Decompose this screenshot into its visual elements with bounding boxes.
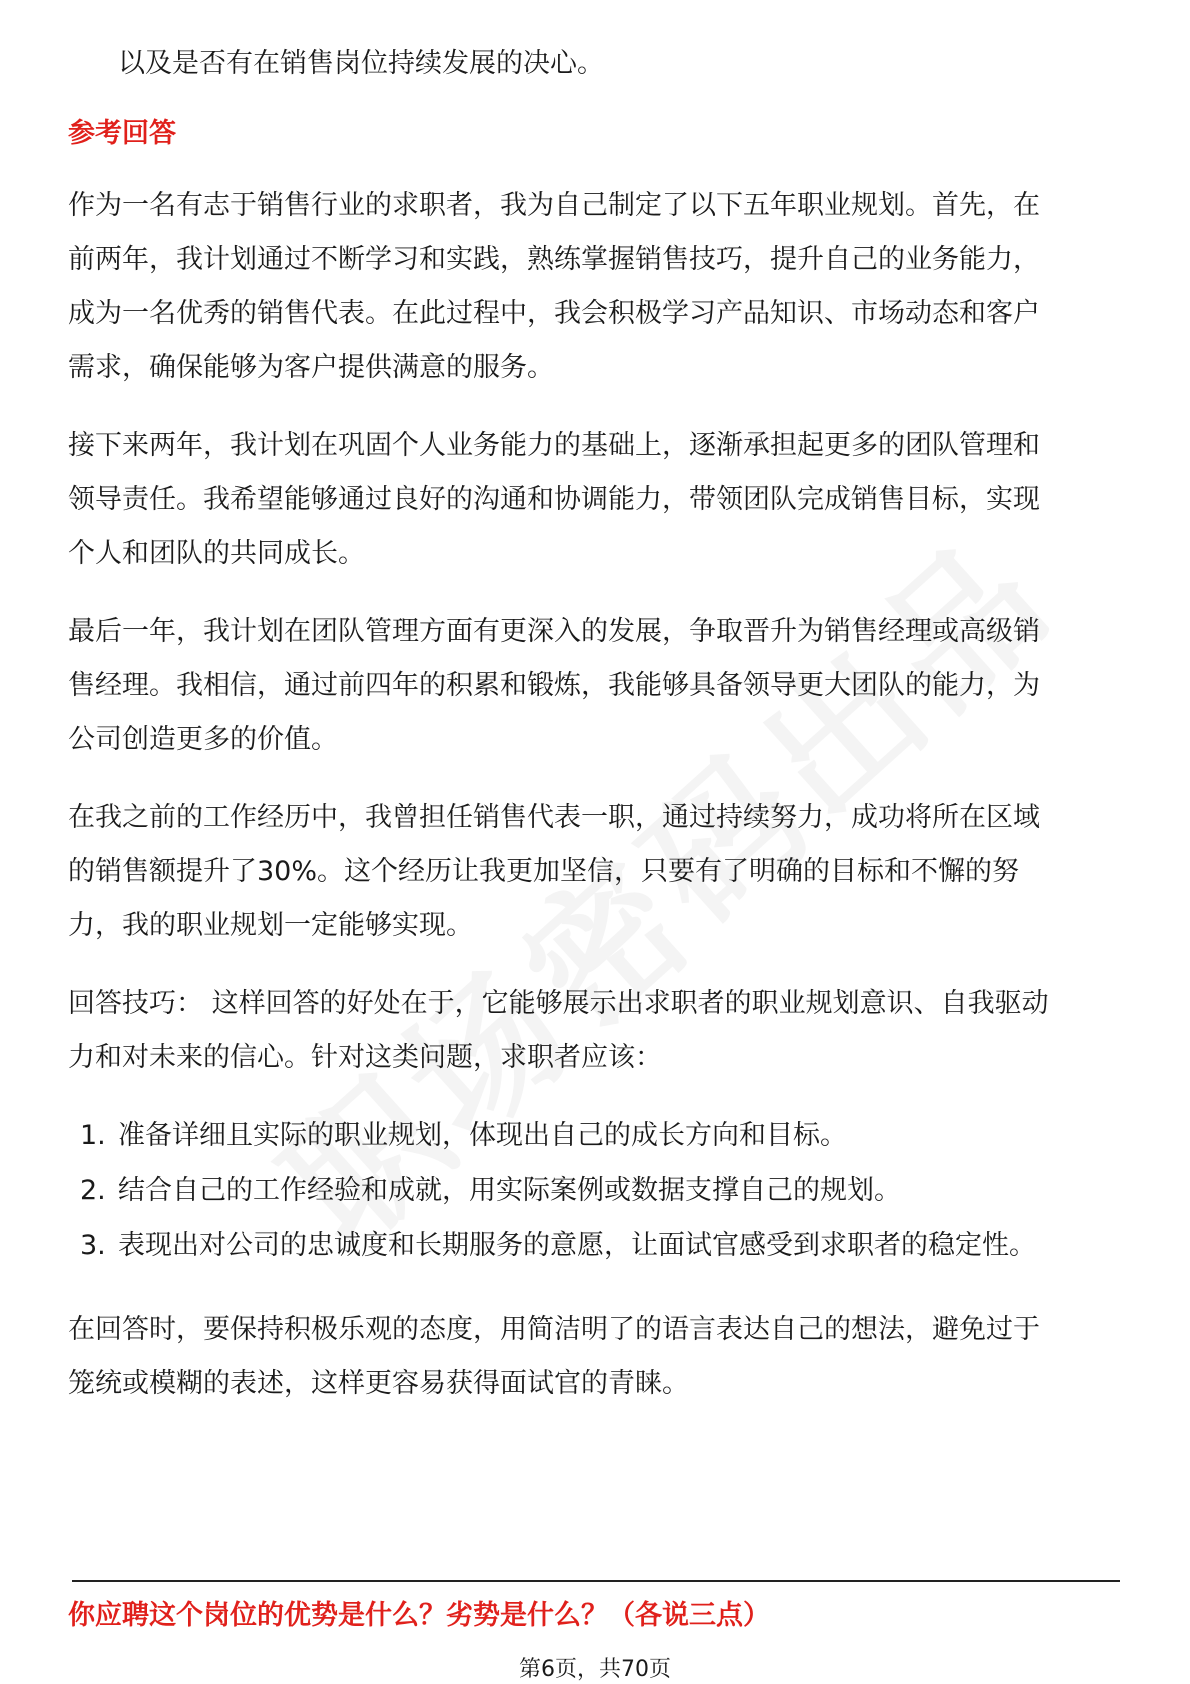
paragraph-line: 作为一名有志于销售行业的求职者，我为自己制定了以下五年职业规划。首先，在 (68, 190, 1040, 221)
list-item-number: 3. (80, 1230, 106, 1261)
paragraph-line: 在我之前的工作经历中，我曾担任销售代表一职，通过持续努力，成功将所在区域 (68, 802, 1040, 833)
paragraph-line: 需求，确保能够为客户提供满意的服务。 (68, 352, 554, 383)
list-item: 表现出对公司的忠诚度和长期服务的意愿，让面试官感受到求职者的稳定性。 (118, 1230, 1036, 1261)
list-item-number: 2. (80, 1175, 106, 1206)
section-title: 参考回答 (68, 118, 176, 149)
paragraph-line: 售经理。我相信，通过前四年的积累和锻炼，我能够具备领导更大团队的能力，为 (68, 670, 1040, 701)
paragraph-line: 最后一年，我计划在团队管理方面有更深入的发展，争取晋升为销售经理或高级销 (68, 616, 1040, 647)
list-item: 准备详细且实际的职业规划，体现出自己的成长方向和目标。 (118, 1120, 847, 1151)
paragraph-line: 领导责任。我希望能够通过良好的沟通和协调能力，带领团队完成销售目标，实现 (68, 484, 1040, 515)
paragraph-line: 个人和团队的共同成长。 (68, 538, 365, 569)
list-item-number: 1. (80, 1120, 106, 1151)
paragraph-line: 力，我的职业规划一定能够实现。 (68, 910, 473, 941)
list-item: 结合自己的工作经验和成就，用实际案例或数据支撑自己的规划。 (118, 1175, 901, 1206)
paragraph-line: 在回答时，要保持积极乐观的态度，用简洁明了的语言表达自己的想法，避免过于 (68, 1314, 1040, 1345)
divider (72, 1580, 1120, 1582)
paragraph-line: 前两年，我计划通过不断学习和实践，熟练掌握销售技巧，提升自己的业务能力， (68, 244, 1040, 275)
page-number: 第6页，共70页 (519, 1657, 671, 1682)
paragraph-line: 公司创造更多的价值。 (68, 724, 338, 755)
paragraph-line: 回答技巧： 这样回答的好处在于，它能够展示出求职者的职业规划意识、自我驱动 (68, 988, 1049, 1019)
paragraph-line: 成为一名优秀的销售代表。在此过程中，我会积极学习产品知识、市场动态和客户 (68, 298, 1040, 329)
intro-line: 以及是否有在销售岗位持续发展的决心。 (118, 48, 604, 79)
paragraph-line: 笼统或模糊的表述，这样更容易获得面试官的青睐。 (68, 1368, 689, 1399)
next-question-heading: 你应聘这个岗位的优势是什么？劣势是什么？（各说三点） (68, 1600, 770, 1631)
paragraph-line: 的销售额提升了30%。这个经历让我更加坚信，只要有了明确的目标和不懈的努 (68, 856, 1020, 887)
paragraph-line: 接下来两年，我计划在巩固个人业务能力的基础上，逐渐承担起更多的团队管理和 (68, 430, 1040, 461)
paragraph-line: 力和对未来的信心。针对这类问题，求职者应该： (68, 1042, 662, 1073)
